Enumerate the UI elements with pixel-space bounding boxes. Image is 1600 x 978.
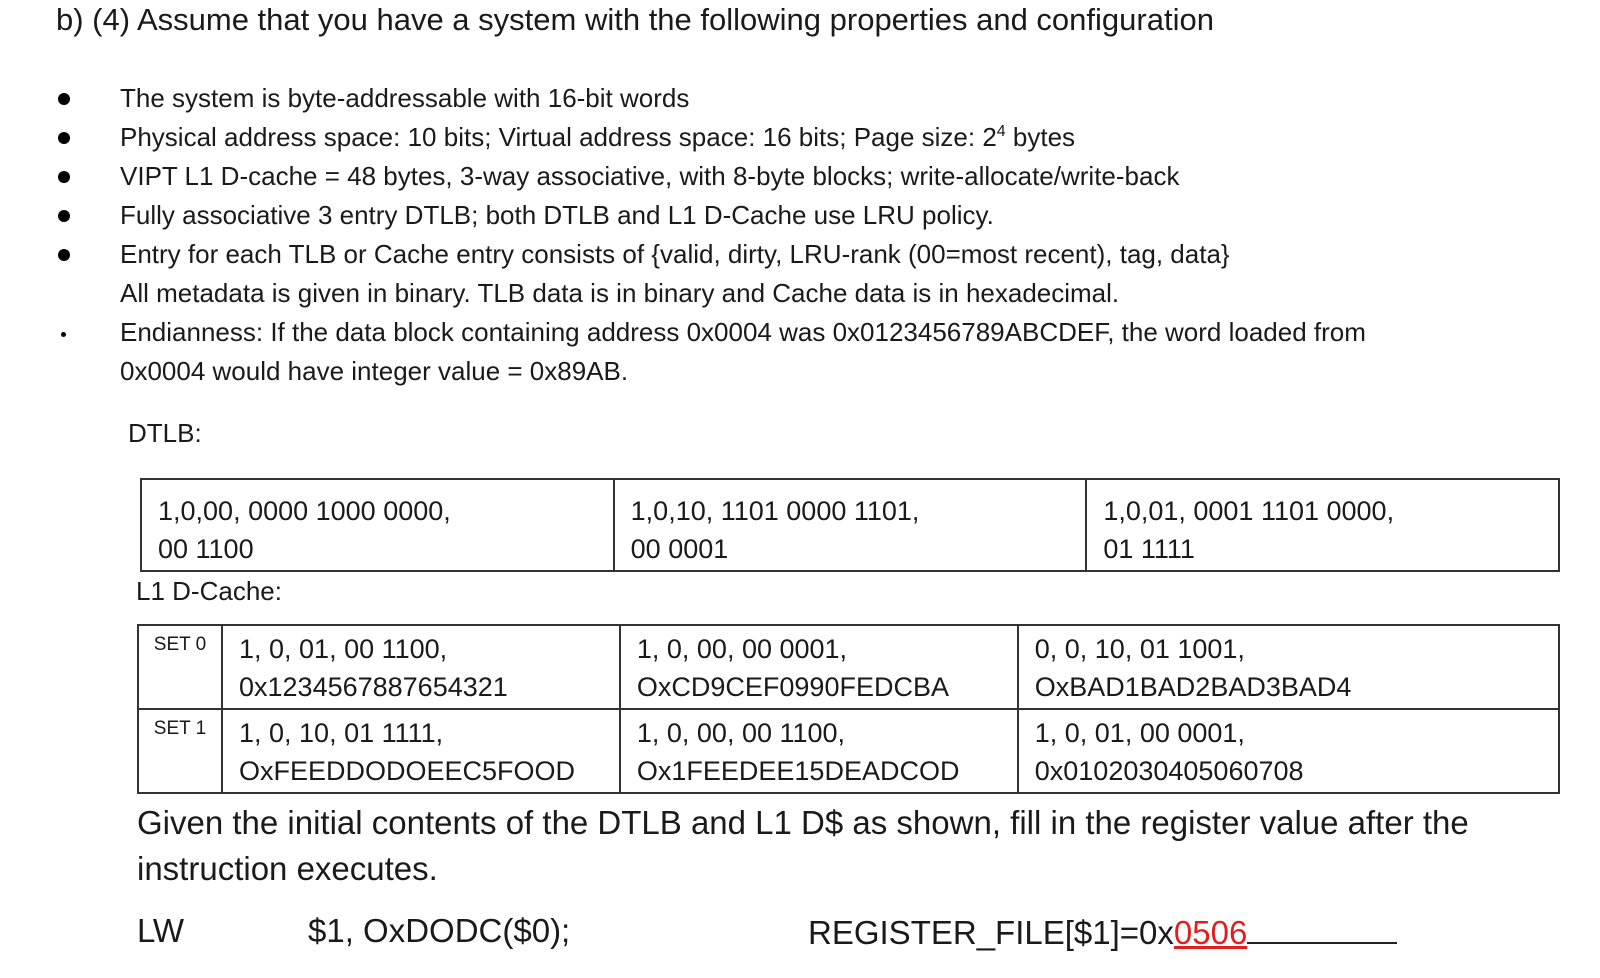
cache-way xyxy=(620,625,1018,709)
list-item xyxy=(0,158,1600,197)
answer-blank xyxy=(1247,912,1397,944)
set-label: SET 0 xyxy=(138,625,222,709)
answer-value: 0506 xyxy=(1173,914,1248,951)
dtlb-entry-meta: 1,0,10, 1101 0000 1101, xyxy=(630,496,920,526)
dtlb-entry-data: 00 0001 xyxy=(630,534,729,564)
bullet-icon xyxy=(58,132,70,144)
cache-way xyxy=(222,709,620,793)
bullet-icon xyxy=(58,93,70,105)
instruction-opcode: LW xyxy=(137,912,185,949)
question-prompt: Given the initial contents of the DTLB and L1 D$ as shown, fill in the register value after the instruction executes. xyxy=(137,804,1469,887)
list-item xyxy=(0,119,1600,158)
bullet-icon xyxy=(61,332,66,337)
bullet-icon xyxy=(58,210,70,222)
cache-way-data: OxFEEDDODOEEC5FOOD xyxy=(239,756,576,786)
dtlb-table xyxy=(140,478,1560,572)
bullet-icon xyxy=(58,249,70,261)
dtlb-entry xyxy=(1086,479,1559,571)
cache-way-meta: 1, 0, 00, 00 1100, xyxy=(636,718,846,748)
cache-table xyxy=(137,624,1560,794)
cache-way-data: OxBAD1BAD2BAD3BAD4 xyxy=(1034,672,1352,702)
dtlb-entry-meta: 1,0,01, 0001 1101 0000, xyxy=(1103,496,1395,526)
register-label: REGISTER_FILE[$1]=0x xyxy=(808,914,1174,951)
dtlb-entry xyxy=(614,479,1087,571)
set-label: SET 1 xyxy=(138,709,222,793)
dtlb-entry xyxy=(141,479,614,571)
cache-way-meta: 1, 0, 01, 00 0001, xyxy=(1034,718,1245,748)
list-item-continuation xyxy=(0,275,1600,314)
bullet-icon xyxy=(58,171,70,183)
cache-way-meta: 0, 0, 10, 01 1001, xyxy=(1034,634,1245,664)
instruction-operands: $1, OxDODC($0); xyxy=(308,912,571,949)
list-item xyxy=(0,314,1600,353)
property-endianness: Endianness: If the data block containing address 0x0004 was 0x0123456789ABCDEF, the word loaded from xyxy=(120,317,1366,347)
question-heading: b) (4) Assume that you have a system with the following properties and configuration xyxy=(56,2,1214,37)
dtlb-entry-data: 01 1111 xyxy=(1103,534,1195,564)
list-item-continuation xyxy=(0,353,1600,392)
property-endianness-cont: 0x0004 would have integer value = 0x89AB. xyxy=(120,356,629,386)
table-row xyxy=(138,709,1559,793)
cache-way xyxy=(1018,625,1559,709)
property-entry-format: Entry for each TLB or Cache entry consists of {valid, dirty, LRU-rank (00=most recent), tag, data} xyxy=(120,239,1230,269)
cache-way-data: 0x0102030405060708 xyxy=(1034,756,1304,786)
cache-way-data: Ox1FEEDEE15DEADCOD xyxy=(636,756,960,786)
cache-way-data: OxCD9CEF0990FEDCBA xyxy=(636,672,949,702)
list-item xyxy=(0,80,1600,119)
cache-way-meta: 1, 0, 01, 00 1100, xyxy=(239,634,448,664)
property-tlb: Fully associative 3 entry DTLB; both DTLB and L1 D-Cache use LRU policy. xyxy=(120,200,994,230)
dtlb-label: DTLB: xyxy=(128,418,202,448)
cache-way-data: 0x1234567887654321 xyxy=(239,672,508,702)
list-item xyxy=(0,236,1600,275)
cache-way-meta: 1, 0, 00, 00 0001, xyxy=(636,634,848,664)
cache-way xyxy=(1018,709,1559,793)
cache-label: L1 D-Cache: xyxy=(136,576,282,606)
property-address-space: Physical address space: 10 bits; Virtual address space: 16 bits; Page size: $2^4$ bytes xyxy=(120,122,1076,152)
property-addressing: The system is byte-addressable with 16-bit words xyxy=(120,83,690,113)
properties-list xyxy=(0,80,1600,392)
property-cache: VIPT L1 D-cache = 48 bytes, 3-way associative, with 8-byte blocks; write-allocate/write-back xyxy=(120,161,1180,191)
cache-way xyxy=(222,625,620,709)
page-size-exponent: 4 xyxy=(996,123,1006,140)
cache-way-meta: 1, 0, 10, 01 1111, xyxy=(239,718,444,748)
dtlb-entry-data: 00 1100 xyxy=(158,534,254,564)
dtlb-entry-meta: 1,0,00, 0000 1000 0000, xyxy=(158,496,451,526)
register-answer xyxy=(808,912,1397,952)
property-metadata: All metadata is given in binary. TLB data is in binary and Cache data is in hexadecimal. xyxy=(120,278,1120,308)
table-row xyxy=(138,625,1559,709)
list-item xyxy=(0,197,1600,236)
table-row xyxy=(141,479,1559,571)
cache-way xyxy=(620,709,1018,793)
